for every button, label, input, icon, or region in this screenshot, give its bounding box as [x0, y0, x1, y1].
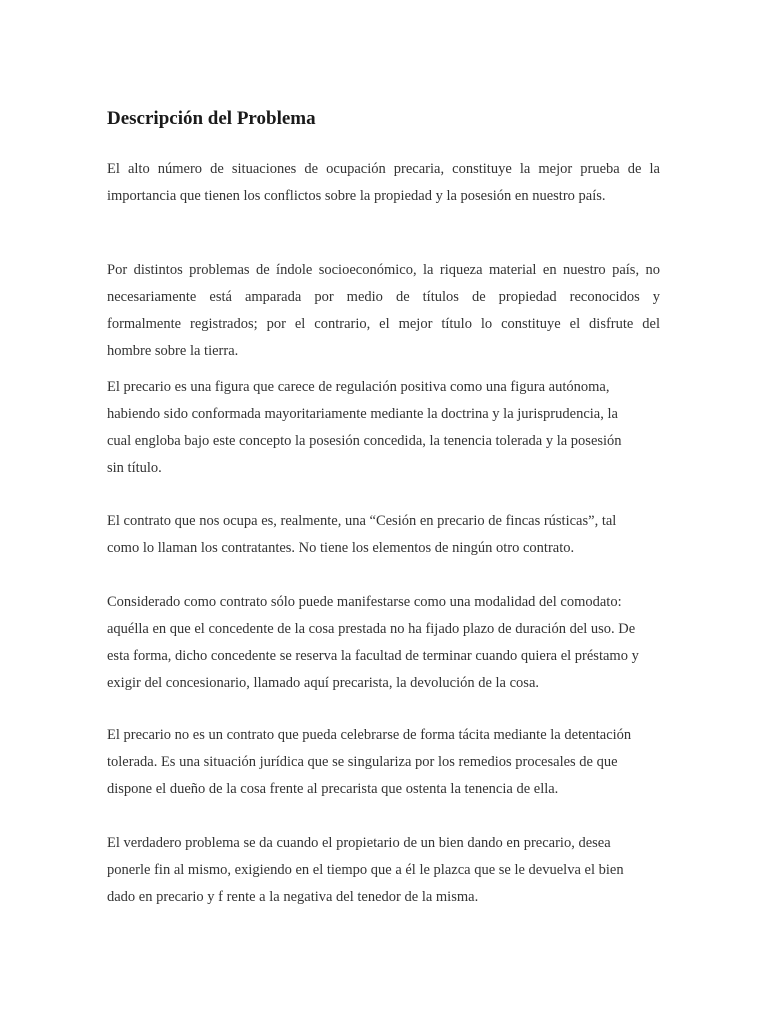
paragraph-1 — [107, 156, 660, 210]
paragraph-line: esta forma, dicho concedente se reserva la facultad de terminar cuando quiera el préstamo y — [107, 648, 639, 664]
paragraph-line: necesariamente está amparada por medio de títulos de propiedad reconocidos y — [107, 289, 660, 305]
paragraph-line: dispone el dueño de la cosa frente al precarista que ostenta la tenencia de ella. — [107, 781, 559, 797]
page-title: Descripción del Problema — [107, 108, 316, 129]
paragraph-line: aquélla en que el concedente de la cosa prestada no ha fijado plazo de duración del uso. De — [107, 621, 636, 637]
paragraph-line: hombre sobre la tierra. — [107, 343, 239, 359]
paragraph-line: El contrato que nos ocupa es, realmente, una “Cesión en precario de fincas rústicas”, tal — [107, 513, 617, 529]
paragraph-3 — [107, 374, 660, 482]
paragraph-line: Por distintos problemas de índole socioeconómico, la riqueza material en nuestro país, no — [107, 262, 660, 278]
paragraph-line: cual engloba bajo este concepto la posesión concedida, la tenencia tolerada y la posesión — [107, 433, 622, 449]
paragraph-line: El precario no es un contrato que pueda celebrarse de forma tácita mediante la detentación — [107, 727, 632, 743]
paragraph-line: exigir del concesionario, llamado aquí precarista, la devolución de la cosa. — [107, 675, 540, 691]
paragraph-2 — [107, 257, 660, 365]
paragraph-line: El verdadero problema se da cuando el propietario de un bien dando en precario, desea — [107, 835, 611, 851]
paragraph-7 — [107, 830, 660, 911]
paragraph-line: sin título. — [107, 460, 162, 476]
paragraph-line: como lo llaman los contratantes. No tiene los elementos de ningún otro contrato. — [107, 540, 575, 556]
paragraph-line: habiendo sido conformada mayoritariamente mediante la doctrina y la jurisprudencia, la — [107, 406, 618, 422]
paragraph-5 — [107, 589, 660, 697]
paragraph-6 — [107, 722, 660, 803]
paragraph-line: ponerle fin al mismo, exigiendo en el tiempo que a él le plazca que se le devuelva el bien — [107, 862, 624, 878]
paragraph-line: formalmente registrados; por el contrario, el mejor título lo constituye el disfrute del — [107, 316, 660, 332]
paragraph-line: importancia que tienen los conflictos sobre la propiedad y la posesión en nuestro país. — [107, 188, 606, 204]
paragraph-line: El alto número de situaciones de ocupación precaria, constituye la mejor prueba de la — [107, 161, 660, 177]
paragraph-4 — [107, 508, 660, 562]
paragraph-line: dado en precario y f rente a la negativa del tenedor de la misma. — [107, 889, 479, 905]
paragraph-line: tolerada. Es una situación jurídica que se singulariza por los remedios procesales de que — [107, 754, 618, 770]
paragraph-line: Considerado como contrato sólo puede manifestarse como una modalidad del comodato: — [107, 594, 622, 610]
paragraph-line: El precario es una figura que carece de regulación positiva como una figura autónoma, — [107, 379, 610, 395]
